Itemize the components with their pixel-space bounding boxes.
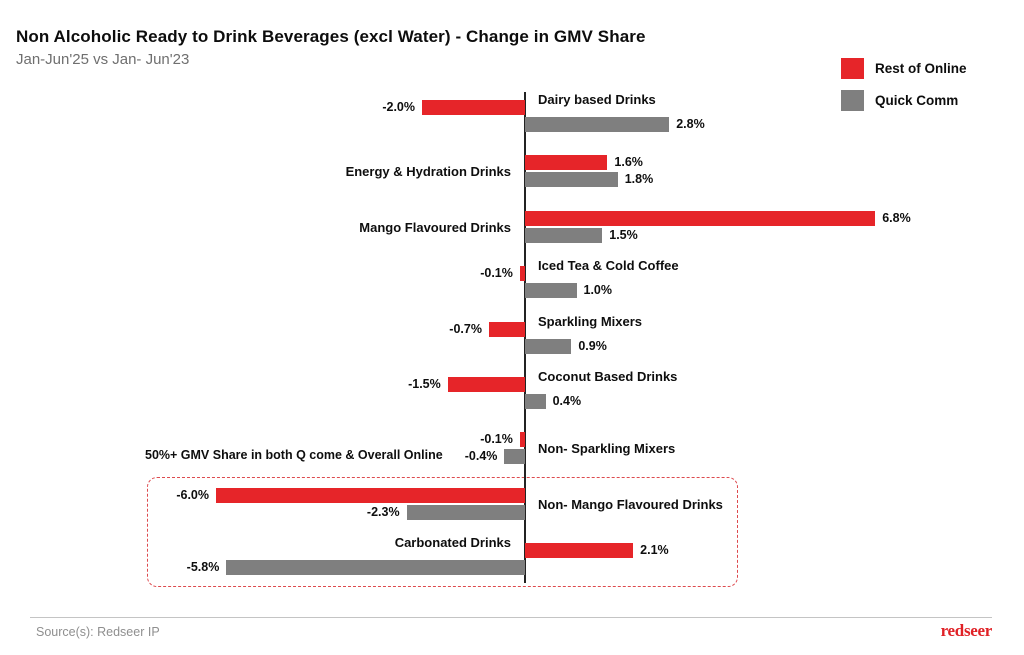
value-label: 6.8% xyxy=(882,211,911,225)
bar-rest-of-online xyxy=(520,432,525,447)
footer-divider xyxy=(30,617,992,618)
value-label: -1.5% xyxy=(408,377,441,391)
value-label: 1.8% xyxy=(624,172,654,186)
bar-rest-of-online xyxy=(422,100,525,115)
value-label: -5.8% xyxy=(186,560,220,574)
bar-quick-comm xyxy=(525,172,618,187)
bar-rest-of-online xyxy=(525,211,875,226)
category-label: Carbonated Drinks xyxy=(394,535,511,550)
legend xyxy=(841,57,967,121)
value-label: -2.3% xyxy=(366,505,400,519)
bar-rest-of-online xyxy=(525,155,607,170)
value-label: 1.6% xyxy=(614,155,643,169)
bar-quick-comm xyxy=(525,117,669,132)
value-label: -0.1% xyxy=(480,432,513,446)
value-label: -2.0% xyxy=(382,100,415,114)
bar-quick-comm xyxy=(407,505,525,520)
category-label: Non- Mango Flavoured Drinks xyxy=(538,497,723,512)
value-label: -0.1% xyxy=(480,266,513,280)
bar-rest-of-online xyxy=(216,488,525,503)
bar-rest-of-online xyxy=(525,543,633,558)
value-label: 2.8% xyxy=(676,117,705,131)
legend-label: Quick Comm xyxy=(875,92,959,108)
chart-subtitle: Jan-Jun'25 vs Jan- Jun'23 xyxy=(16,51,190,68)
category-label: Energy & Hydration Drinks xyxy=(345,164,511,179)
category-label: Dairy based Drinks xyxy=(538,92,656,107)
source-text: Source(s): Redseer IP xyxy=(36,625,160,639)
bar-quick-comm xyxy=(226,560,525,575)
bar-quick-comm xyxy=(504,449,525,464)
redseer-logo: redseer xyxy=(940,621,992,640)
bar-quick-comm xyxy=(525,394,546,409)
annotation-text: 50%+ GMV Share in both Q come & Overall Online xyxy=(145,448,443,462)
value-label: -0.7% xyxy=(449,322,482,336)
legend-swatch-gray xyxy=(841,90,864,111)
value-label: 1.0% xyxy=(583,283,612,297)
value-label: -6.0% xyxy=(176,488,209,502)
legend-label: Rest of Online xyxy=(875,60,967,76)
bar-rest-of-online xyxy=(448,377,525,392)
legend-swatch-red xyxy=(841,58,864,79)
category-label: Sparkling Mixers xyxy=(538,314,643,329)
bar-quick-comm xyxy=(525,283,577,298)
value-label: 1.5% xyxy=(609,228,638,242)
legend-item-quick-comm xyxy=(841,89,967,111)
bar-quick-comm xyxy=(525,228,602,243)
chart-title: Non Alcoholic Ready to Drink Beverages (excl Water) - Change in GMV Share xyxy=(16,27,646,46)
category-label: Non- Sparkling Mixers xyxy=(538,441,676,456)
value-label: -0.4% xyxy=(464,449,498,463)
category-label: Iced Tea & Cold Coffee xyxy=(538,258,679,273)
category-label: Mango Flavoured Drinks xyxy=(359,220,511,235)
legend-item-rest-of-online xyxy=(841,57,967,79)
bar-rest-of-online xyxy=(489,322,525,337)
value-label: 2.1% xyxy=(640,543,669,557)
value-label: 0.4% xyxy=(552,394,582,408)
category-label: Coconut Based Drinks xyxy=(538,369,678,384)
bar-rest-of-online xyxy=(520,266,525,281)
value-label: 0.9% xyxy=(578,339,607,353)
bar-quick-comm xyxy=(525,339,571,354)
